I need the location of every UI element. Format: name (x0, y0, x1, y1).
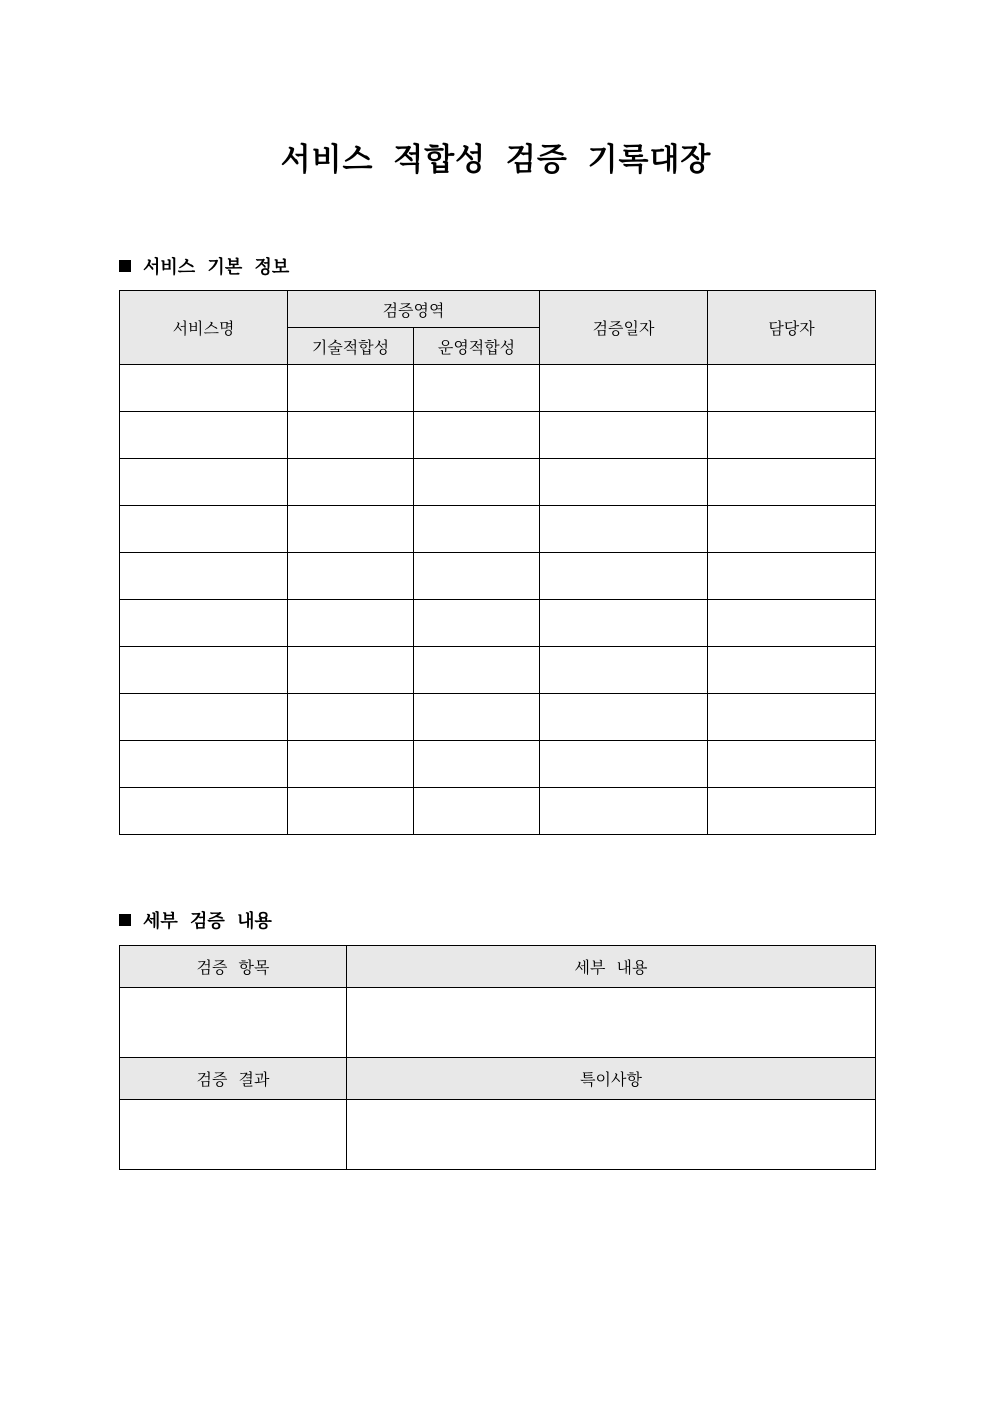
cell-verification-date[interactable] (540, 365, 708, 412)
cell-person-in-charge[interactable] (708, 459, 876, 506)
header-special-notes: 특이사항 (347, 1058, 876, 1100)
cell-service-name[interactable] (120, 647, 288, 694)
cell-person-in-charge[interactable] (708, 365, 876, 412)
cell-technical-fit[interactable] (288, 459, 414, 506)
cell-person-in-charge[interactable] (708, 553, 876, 600)
cell-verification-date[interactable] (540, 506, 708, 553)
cell-person-in-charge[interactable] (708, 506, 876, 553)
cell-technical-fit[interactable] (288, 365, 414, 412)
section-heading-details (119, 907, 272, 933)
cell-service-name[interactable] (120, 741, 288, 788)
cell-person-in-charge[interactable] (708, 788, 876, 835)
cell-operational-fit[interactable] (414, 459, 540, 506)
cell-operational-fit[interactable] (414, 506, 540, 553)
details-table (119, 945, 876, 1170)
cell-service-name[interactable] (120, 459, 288, 506)
cell-service-name[interactable] (120, 506, 288, 553)
basic-info-table (119, 290, 876, 835)
cell-verification-date[interactable] (540, 600, 708, 647)
cell-operational-fit[interactable] (414, 741, 540, 788)
section-heading-basic-info (119, 253, 289, 279)
section-heading-basic-info-label: 서비스 기본 정보 (143, 257, 290, 278)
square-bullet-icon (119, 914, 131, 926)
detail-content-cell[interactable] (347, 988, 876, 1058)
cell-technical-fit[interactable] (288, 553, 414, 600)
cell-person-in-charge[interactable] (708, 600, 876, 647)
cell-person-in-charge[interactable] (708, 694, 876, 741)
cell-service-name[interactable] (120, 600, 288, 647)
document-title: 서비스 적합성 검증 기록대장 (280, 142, 712, 178)
cell-verification-date[interactable] (540, 647, 708, 694)
cell-verification-date[interactable] (540, 741, 708, 788)
table-row (120, 553, 876, 600)
table-row (120, 506, 876, 553)
header-technical-fit: 기술적합성 (288, 328, 414, 365)
section-heading-details-label: 세부 검증 내용 (143, 911, 272, 932)
cell-person-in-charge[interactable] (708, 741, 876, 788)
cell-service-name[interactable] (120, 788, 288, 835)
cell-technical-fit[interactable] (288, 694, 414, 741)
cell-service-name[interactable] (120, 553, 288, 600)
cell-service-name[interactable] (120, 365, 288, 412)
cell-operational-fit[interactable] (414, 788, 540, 835)
table-row (120, 741, 876, 788)
cell-operational-fit[interactable] (414, 412, 540, 459)
header-verification-date: 검증일자 (540, 291, 708, 365)
header-verification-result: 검증 결과 (120, 1058, 347, 1100)
cell-operational-fit[interactable] (414, 600, 540, 647)
verification-item-cell[interactable] (120, 988, 347, 1058)
special-notes-cell[interactable] (347, 1100, 876, 1170)
cell-person-in-charge[interactable] (708, 647, 876, 694)
cell-verification-date[interactable] (540, 553, 708, 600)
header-service-name: 서비스명 (120, 291, 288, 365)
table-row (120, 788, 876, 835)
cell-operational-fit[interactable] (414, 694, 540, 741)
cell-verification-date[interactable] (540, 694, 708, 741)
cell-technical-fit[interactable] (288, 412, 414, 459)
table-row (120, 412, 876, 459)
table-row (120, 459, 876, 506)
header-detail-content: 세부 내용 (347, 946, 876, 988)
cell-service-name[interactable] (120, 412, 288, 459)
header-person-in-charge: 담당자 (708, 291, 876, 365)
header-verification-item: 검증 항목 (120, 946, 347, 988)
square-bullet-icon (119, 260, 131, 272)
table-row (120, 694, 876, 741)
verification-result-cell[interactable] (120, 1100, 347, 1170)
header-verification-area: 검증영역 (288, 291, 540, 328)
cell-technical-fit[interactable] (288, 600, 414, 647)
cell-operational-fit[interactable] (414, 553, 540, 600)
cell-verification-date[interactable] (540, 459, 708, 506)
cell-operational-fit[interactable] (414, 365, 540, 412)
table-row (120, 365, 876, 412)
table-row (120, 647, 876, 694)
cell-technical-fit[interactable] (288, 741, 414, 788)
cell-person-in-charge[interactable] (708, 412, 876, 459)
cell-service-name[interactable] (120, 694, 288, 741)
header-operational-fit: 운영적합성 (414, 328, 540, 365)
cell-technical-fit[interactable] (288, 506, 414, 553)
cell-technical-fit[interactable] (288, 647, 414, 694)
cell-operational-fit[interactable] (414, 647, 540, 694)
cell-technical-fit[interactable] (288, 788, 414, 835)
table-row (120, 600, 876, 647)
cell-verification-date[interactable] (540, 788, 708, 835)
cell-verification-date[interactable] (540, 412, 708, 459)
